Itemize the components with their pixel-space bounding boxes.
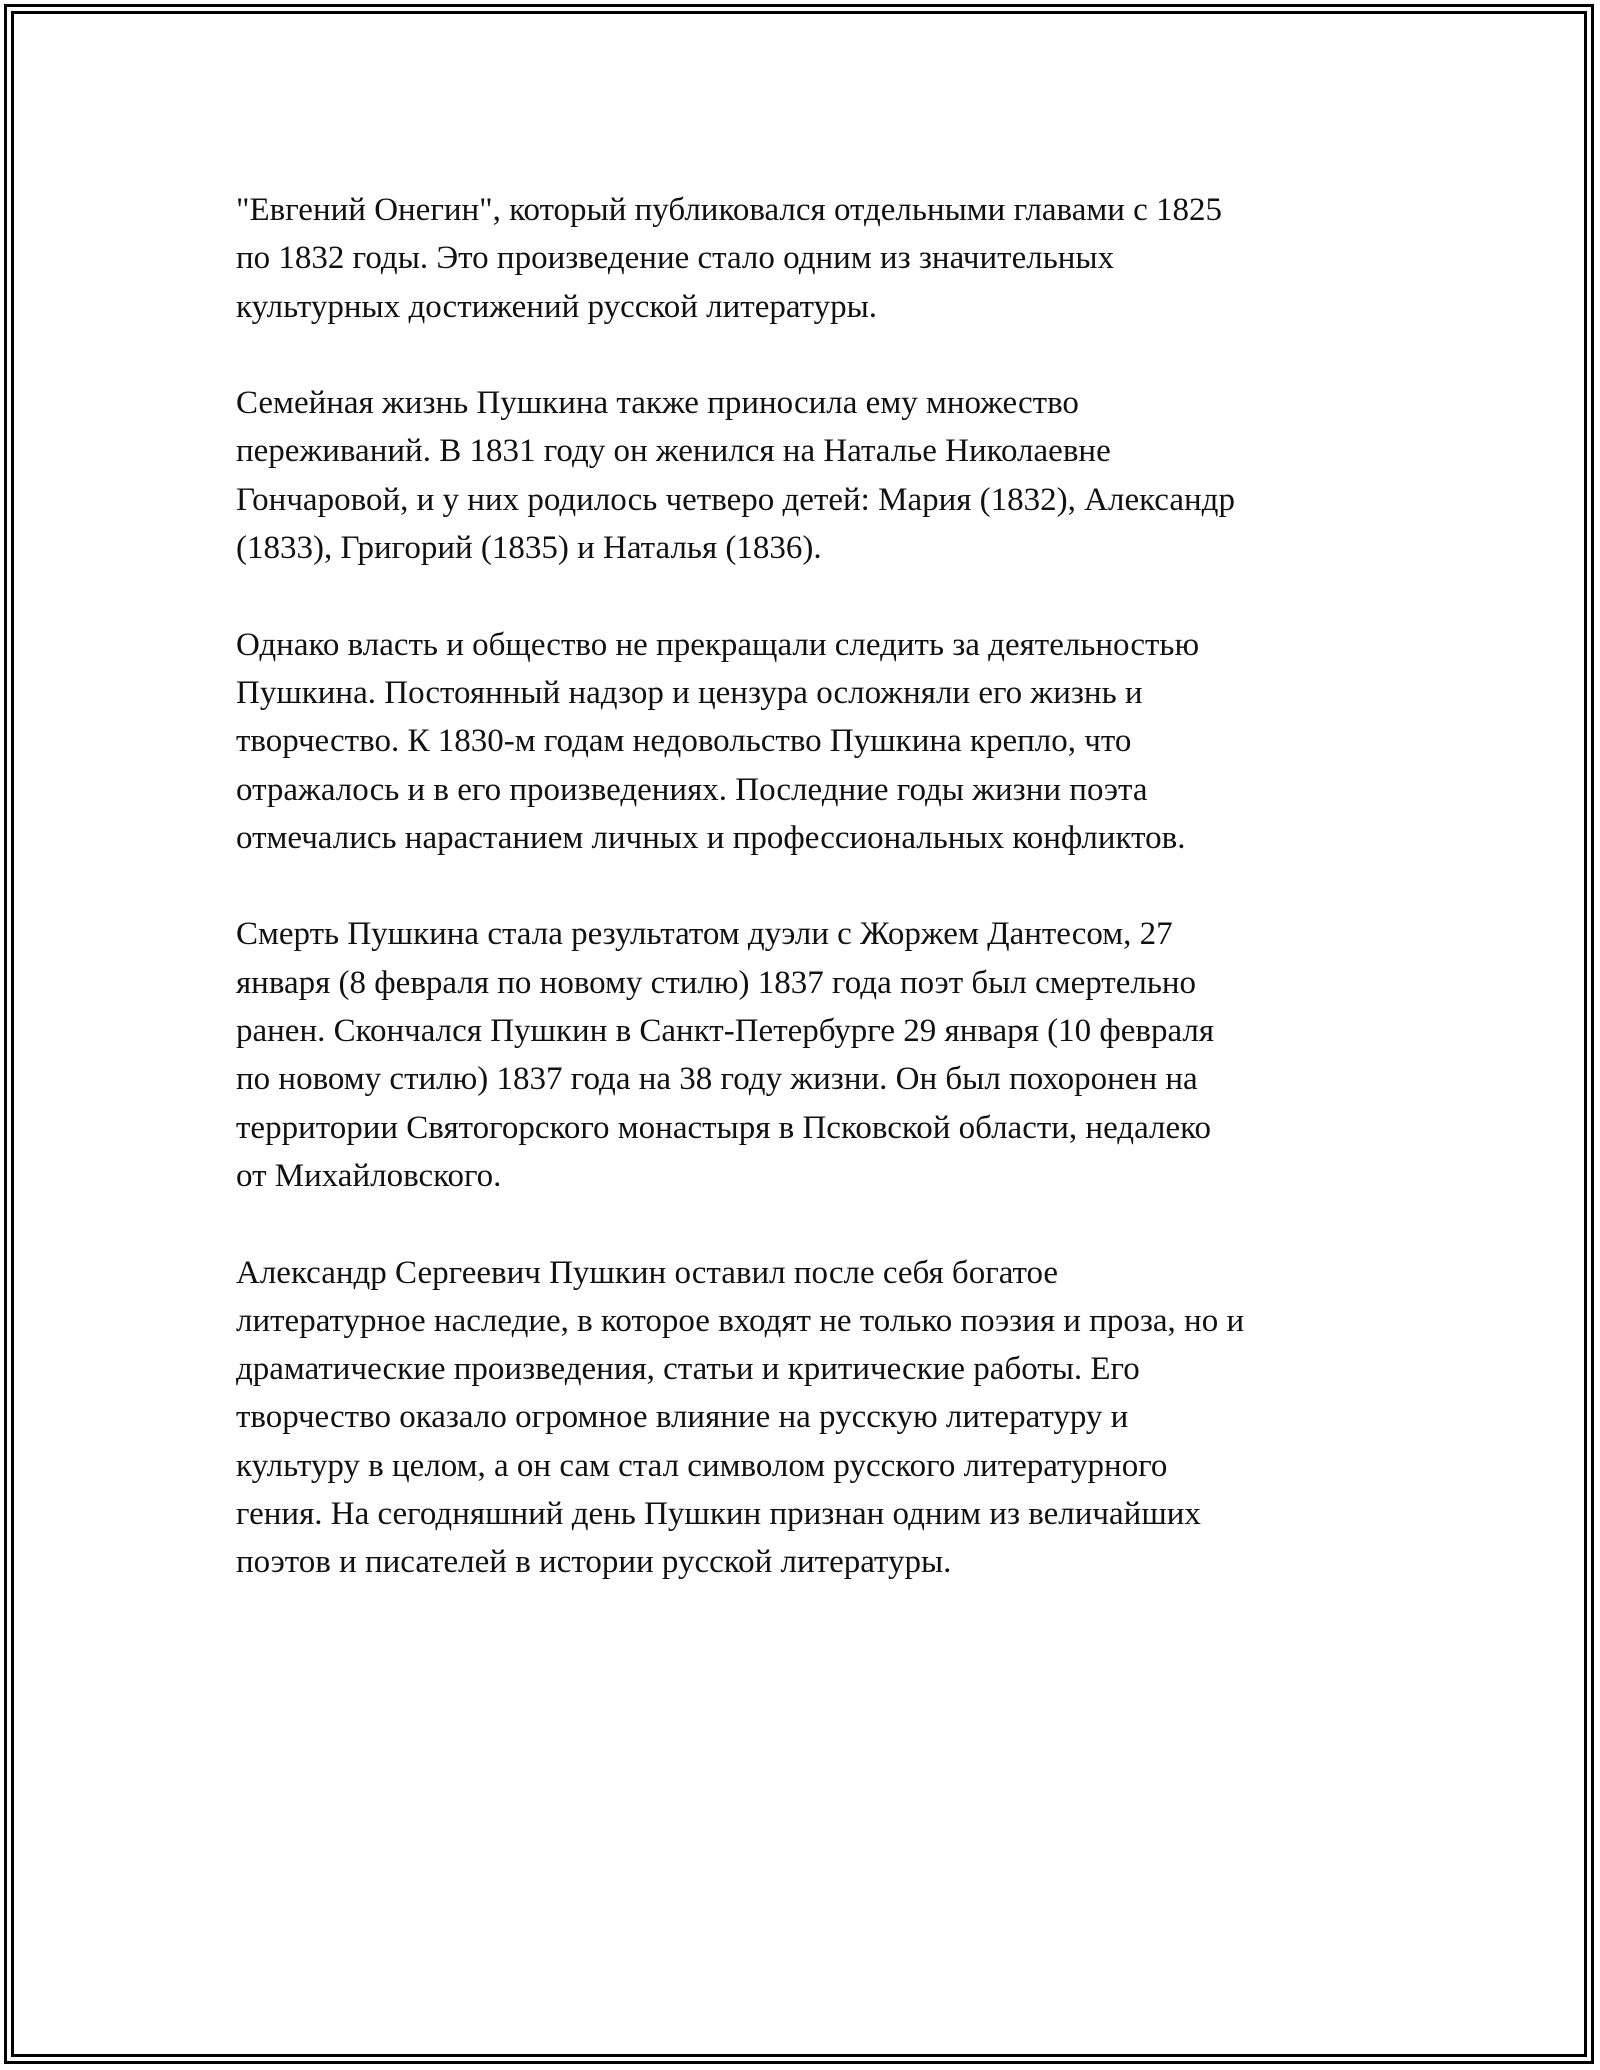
text-line: Семейная жизнь Пушкина также приносила ему множество <box>236 385 1079 422</box>
text-line: Смерть Пушкина стала результатом дуэли с Жоржем Дантесом, 27 <box>236 916 1173 953</box>
text-line: по 1832 годы. Это произведение стало одним из значительных <box>236 240 1115 277</box>
paragraph-onegin <box>236 186 1386 331</box>
paragraph-legacy <box>236 1249 1386 1587</box>
text-line: ранен. Скончался Пушкин в Санкт-Петербурге 29 января (10 февраля <box>236 1013 1215 1050</box>
text-line: января (8 февраля по новому стилю) 1837 года поэт был смертельно <box>236 964 1197 1001</box>
text-line: культуру в целом, а он сам стал символом русского литературного <box>236 1447 1168 1484</box>
text-line: переживаний. В 1831 году он женился на Наталье Николаевне <box>236 433 1111 470</box>
text-line: от Михайловского. <box>236 1157 502 1194</box>
paragraph-death <box>236 910 1386 1200</box>
text-line: драматические произведения, статьи и критические работы. Его <box>236 1351 1140 1388</box>
text-line: отмечались нарастанием личных и профессиональных конфликтов. <box>236 819 1186 856</box>
text-line: Однако власть и общество не прекращали следить за деятельностью <box>236 626 1200 663</box>
text-line: территории Святогорского монастыря в Псковской области, недалеко <box>236 1109 1211 1146</box>
text-line: (1833), Григорий (1835) и Наталья (1836). <box>236 530 822 567</box>
text-line: отражалось и в его произведениях. Последние годы жизни поэта <box>236 771 1148 808</box>
text-line: Пушкина. Постоянный надзор и цензура осложняли его жизнь и <box>236 674 1143 711</box>
text-line: творчество оказало огромное влияние на русскую литературу и <box>236 1399 1129 1436</box>
text-line: "Евгений Онегин", который публиковался отдельными главами с 1825 <box>236 192 1223 228</box>
text-line: Гончаровой, и у них родилось четверо детей: Мария (1832), Александр <box>236 481 1235 518</box>
paragraph-family-life <box>236 379 1386 572</box>
paragraph-censorship <box>236 621 1386 862</box>
text-line: творчество. К 1830-м годам недовольство Пушкина крепло, что <box>236 723 1132 760</box>
text-line: литературное наследие, в которое входят не только поэзия и проза, но и <box>236 1302 1245 1339</box>
text-line: поэтов и писателей в истории русской литературы. <box>236 1544 952 1581</box>
document-body <box>236 186 1386 1635</box>
text-line: гения. На сегодняшний день Пушкин признан одним из величайших <box>236 1496 1201 1533</box>
text-line: Александр Сергеевич Пушкин оставил после себя богатое <box>236 1254 1059 1291</box>
text-line: культурных достижений русской литературы. <box>236 288 878 325</box>
text-line: по новому стилю) 1837 года на 38 году жизни. Он был похоронен на <box>236 1061 1198 1098</box>
